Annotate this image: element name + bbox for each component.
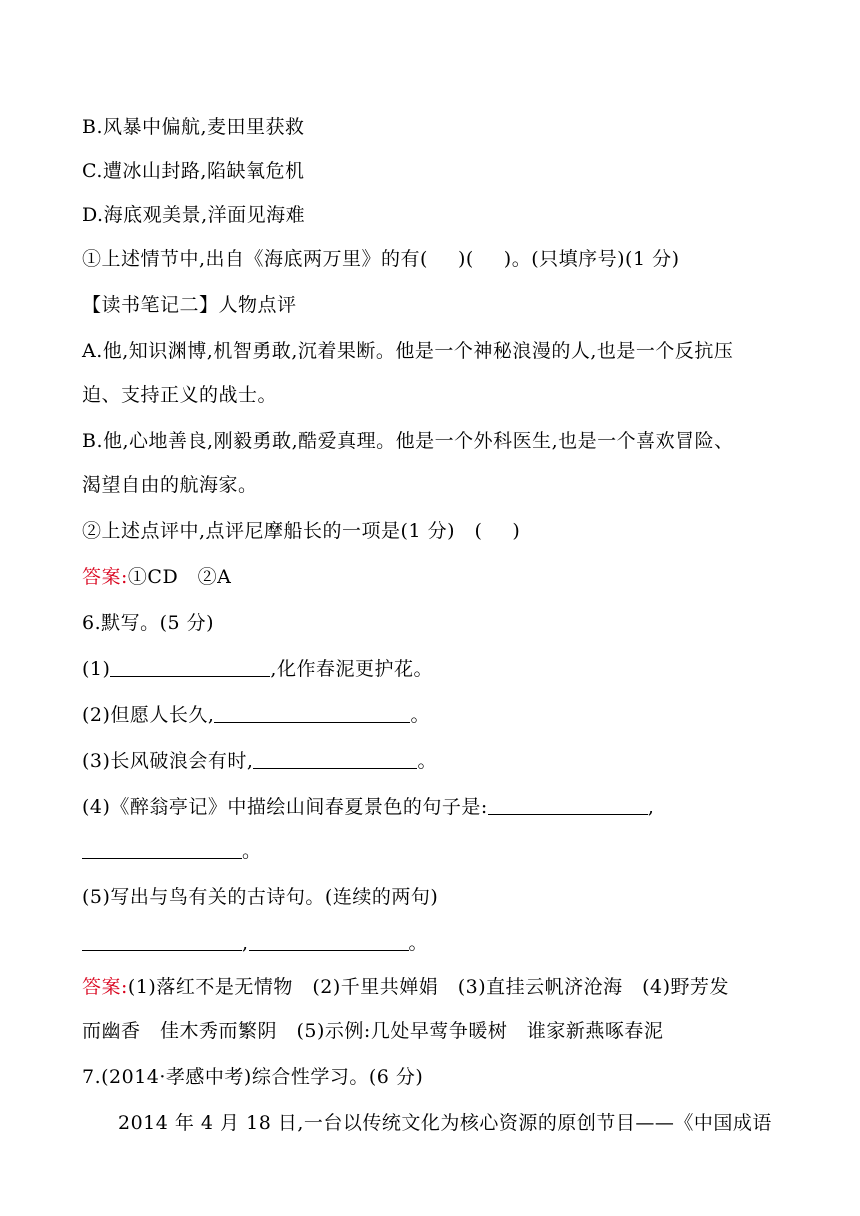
fill-item-3 bbox=[82, 748, 437, 774]
fill-item-1-prefix: (1) bbox=[82, 658, 111, 680]
fill-blank-4a[interactable] bbox=[488, 796, 648, 815]
answer-label: 答案: bbox=[82, 566, 128, 588]
question-7-paragraph: 2014 年 4 月 18 日,一台以传统文化为核心资源的原创节目——《中国成语 bbox=[118, 1112, 772, 1134]
answer-label: 答案: bbox=[82, 976, 128, 998]
answer-6-line2: 而幽香 佳木秀而繁阴 (5)示例:几处早莺争暖树 谁家新燕啄春泥 bbox=[82, 1020, 664, 1042]
question-1-tail: )。(只填序号)(1 分) bbox=[503, 248, 680, 270]
question-7-title: 7.(2014·孝感中考)综合性学习。(6 分) bbox=[82, 1066, 424, 1088]
fill-blank-3[interactable] bbox=[253, 750, 417, 769]
fill-item-4 bbox=[82, 794, 654, 820]
answer-text: ①CD ②A bbox=[127, 566, 232, 588]
option-c: C.遭冰山封路,陷缺氧危机 bbox=[82, 160, 305, 182]
option-b2-line1: B.他,心地善良,刚毅勇敢,酷爱真理。他是一个外科医生,也是一个喜欢冒险、 bbox=[82, 430, 734, 452]
fill-item-2-prefix: (2)但愿人长久, bbox=[82, 704, 215, 726]
fill-blank-4b[interactable] bbox=[82, 840, 242, 859]
fill-item-5-suffix: 。 bbox=[408, 932, 429, 954]
fill-item-1 bbox=[82, 656, 433, 682]
fill-blank-2[interactable] bbox=[214, 704, 410, 723]
fill-blank-5a[interactable] bbox=[82, 932, 242, 951]
option-b: B.风暴中偏航,麦田里获救 bbox=[82, 116, 305, 138]
option-a-line1: A.他,知识渊博,机智勇敢,沉着果断。他是一个神秘浪漫的人,也是一个反抗压 bbox=[82, 340, 734, 362]
answer-6-line1 bbox=[82, 974, 729, 1000]
fill-item-1-suffix: ,化作春泥更护花。 bbox=[270, 658, 433, 680]
fill-item-4-line2 bbox=[82, 838, 262, 864]
option-b2-line2: 渴望自由的航海家。 bbox=[82, 474, 258, 496]
fill-item-4-prefix: (4)《醉翁亭记》中描绘山间春夏景色的句子是: bbox=[82, 796, 488, 818]
fill-item-3-prefix: (3)长风破浪会有时, bbox=[82, 750, 254, 772]
question-6-title: 6.默写。(5 分) bbox=[82, 612, 215, 634]
fill-item-4-suffix: , bbox=[647, 796, 655, 818]
fill-item-5-blanks bbox=[82, 930, 428, 956]
fill-blank-1[interactable] bbox=[110, 658, 270, 677]
fill-item-5-mid: , bbox=[242, 932, 249, 954]
fill-blank-5b[interactable] bbox=[249, 932, 409, 951]
question-1 bbox=[82, 246, 680, 272]
reading-notes-heading: 【读书笔记二】人物点评 bbox=[82, 294, 297, 316]
question-2-tail: ) bbox=[512, 520, 521, 542]
fill-item-4-line2-suffix: 。 bbox=[242, 840, 262, 862]
fill-item-5: (5)写出与鸟有关的古诗句。(连续的两句) bbox=[82, 886, 439, 908]
answer-5 bbox=[82, 564, 231, 590]
option-a-line2: 迫、支持正义的战士。 bbox=[82, 384, 278, 406]
question-1-text: ①上述情节中,出自《海底两万里》的有( bbox=[82, 248, 428, 270]
answer-6-text1: (1)落红不是无情物 (2)千里共婵娟 (3)直挂云帆济沧海 (4)野芳发 bbox=[127, 976, 730, 998]
question-2 bbox=[82, 518, 520, 544]
fill-item-3-suffix: 。 bbox=[417, 750, 437, 772]
question-1-mid: )( bbox=[457, 248, 474, 270]
option-d: D.海底观美景,洋面见海难 bbox=[82, 204, 306, 226]
fill-item-2 bbox=[82, 702, 430, 728]
question-2-text: ②上述点评中,点评尼摩船长的一项是(1 分) ( bbox=[82, 520, 483, 542]
fill-item-2-suffix: 。 bbox=[410, 704, 430, 726]
